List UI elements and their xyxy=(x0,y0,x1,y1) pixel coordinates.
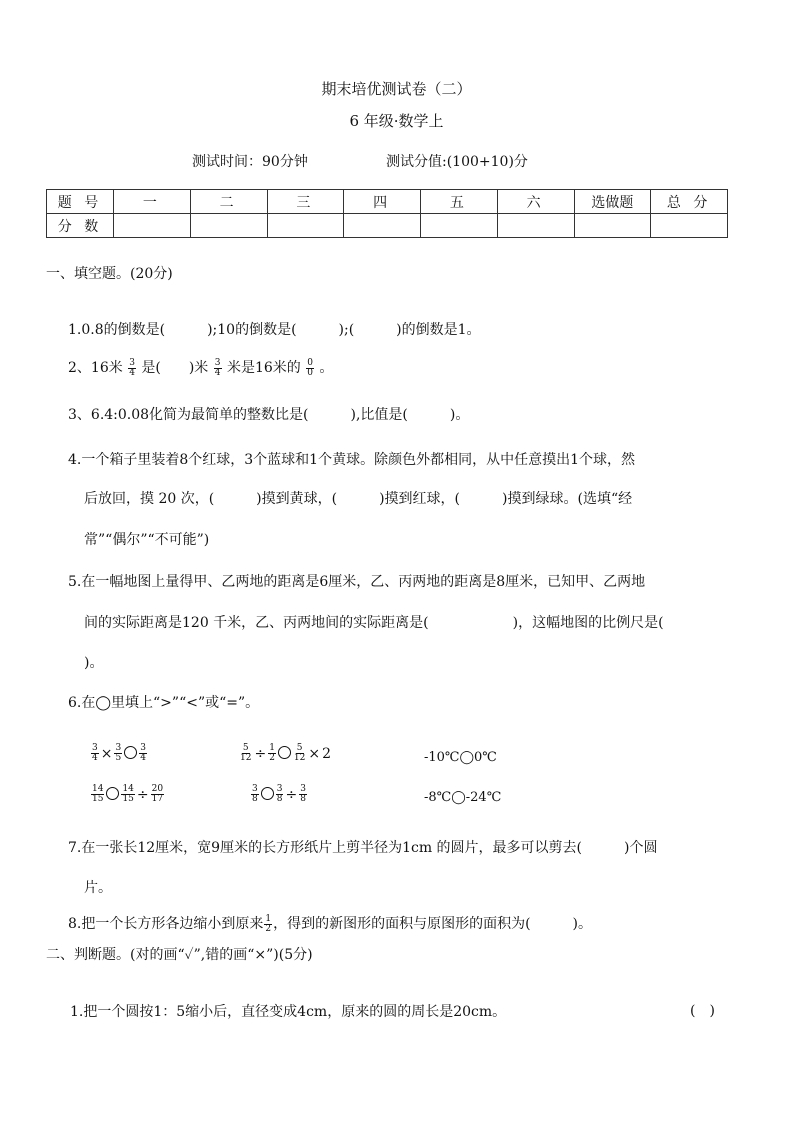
question-6-intro: 6.在◯里填上“>”“<”或“=”。 xyxy=(68,695,260,711)
test-score: 测试分值:(100+10)分 xyxy=(386,154,528,170)
table-cell: 二 xyxy=(190,190,267,214)
question-1: 1.0.8的倒数是( );10的倒数是( );( )的倒数是1。 xyxy=(68,322,481,338)
score-table-header-row xyxy=(47,190,728,214)
compare-item-a: $\frac{3}{4}$ × $\frac{3}{5}$ $\frac{3}{4}$ xyxy=(92,743,146,763)
question-4-line: 常”“偶尔”“不可能”) xyxy=(84,532,210,548)
score-input-cell[interactable] xyxy=(651,214,728,238)
table-cell: 五 xyxy=(421,190,498,214)
fraction: $\frac{3}{4}$ xyxy=(214,357,221,378)
exam-subtitle: 6 年级·数学上 xyxy=(349,112,444,130)
score-table xyxy=(46,189,728,238)
table-cell: 总 分 xyxy=(651,190,728,214)
question-5-line: 5.在一幅地图上量得甲、乙两地的距离是6厘米，乙、丙两地的距离是8厘米，已知甲、乙两地 xyxy=(68,574,646,590)
compare-circle[interactable] xyxy=(106,787,119,800)
score-input-cell[interactable] xyxy=(574,214,651,238)
question-text: 是( )米 xyxy=(141,360,209,376)
score-input-cell[interactable] xyxy=(114,214,191,238)
score-table-score-row xyxy=(47,214,728,238)
question-text: 。 xyxy=(319,360,334,376)
compare-circle[interactable] xyxy=(124,746,137,759)
score-input-cell[interactable] xyxy=(267,214,344,238)
table-cell: 选做题 xyxy=(574,190,651,214)
score-input-cell[interactable] xyxy=(190,214,267,238)
section-heading: 一、填空题。(20分) xyxy=(46,266,173,282)
section-heading: 二、判断题。(对的画“✓”,错的画“×”)(5分) xyxy=(46,947,313,963)
score-input-cell[interactable] xyxy=(344,214,421,238)
fraction: $\frac{0}{0}$ xyxy=(307,357,313,378)
compare-circle[interactable] xyxy=(261,787,274,800)
question-7-line: 片。 xyxy=(84,880,112,896)
question-2 xyxy=(68,357,333,378)
answer-paren[interactable]: ( ) xyxy=(690,1003,715,1019)
compare-item-f: -8℃◯-24℃ xyxy=(424,790,502,805)
table-cell: 六 xyxy=(497,190,574,214)
table-cell: 一 xyxy=(114,190,191,214)
compare-item-c: -10℃◯0℃ xyxy=(424,750,497,765)
fraction: $\frac{3}{4}$ xyxy=(129,357,135,378)
table-cell: 四 xyxy=(344,190,421,214)
score-input-cell[interactable] xyxy=(421,214,498,238)
table-cell: 分 数 xyxy=(47,214,114,238)
table-cell: 三 xyxy=(267,190,344,214)
fraction: $\frac{1}{2}$ xyxy=(265,913,272,934)
question-4-line: 后放回，摸 20 次，( )摸到黄球，( )摸到红球，( )摸到绿球。(选填“经 xyxy=(84,491,633,507)
compare-item-e: $\frac{3}{8}$ $\frac{3}{8}$ ÷ $\frac{3}{8}$ xyxy=(252,784,306,804)
score-input-cell[interactable] xyxy=(497,214,574,238)
question-5-line: 间的实际距离是120 千米，乙、丙两地间的实际距离是( )，这幅地图的比例尺是( xyxy=(84,615,664,631)
question-text: 2、16米 xyxy=(68,360,123,376)
question-4-line: 4.一个箱子里装着8个红球，3个蓝球和1个黄球。除颜色外都相同，从中任意摸出1个球，然 xyxy=(68,452,635,468)
compare-circle[interactable] xyxy=(278,746,291,759)
question-text: 米是16米的 xyxy=(226,360,301,376)
question-8: 8.把一个长方形各边缩小到原来 $\frac{1}{2}$ ，得到的新图形的面积与原图形的面积为( )。 xyxy=(68,913,593,934)
question-5-line: )。 xyxy=(84,655,104,671)
test-time: 测试时间：90分钟 xyxy=(192,154,308,170)
judge-question-1: 1.把一个圆按1：5缩小后，直径变成4cm，原来的圆的周长是20cm。 xyxy=(70,1004,507,1020)
compare-item-d: $\frac{14}{15}$ $\frac{14}{15}$ ÷ $\frac{20}{17}$ xyxy=(92,784,164,804)
table-cell: 题 号 xyxy=(47,190,114,214)
compare-item-b: $\frac{5}{12}$ ÷ $\frac{1}{2}$ $\frac{5}{12}$ × 2 xyxy=(240,743,332,763)
exam-title: 期末培优测试卷（二） xyxy=(321,80,472,98)
question-7-line: 7.在一张长12厘米，宽9厘米的长方形纸片上剪半径为1cm 的圆片，最多可以剪去( )个圆 xyxy=(68,840,658,856)
question-3: 3、6.4:0.08化简为最简单的整数比是( ),比值是( )。 xyxy=(68,407,470,423)
